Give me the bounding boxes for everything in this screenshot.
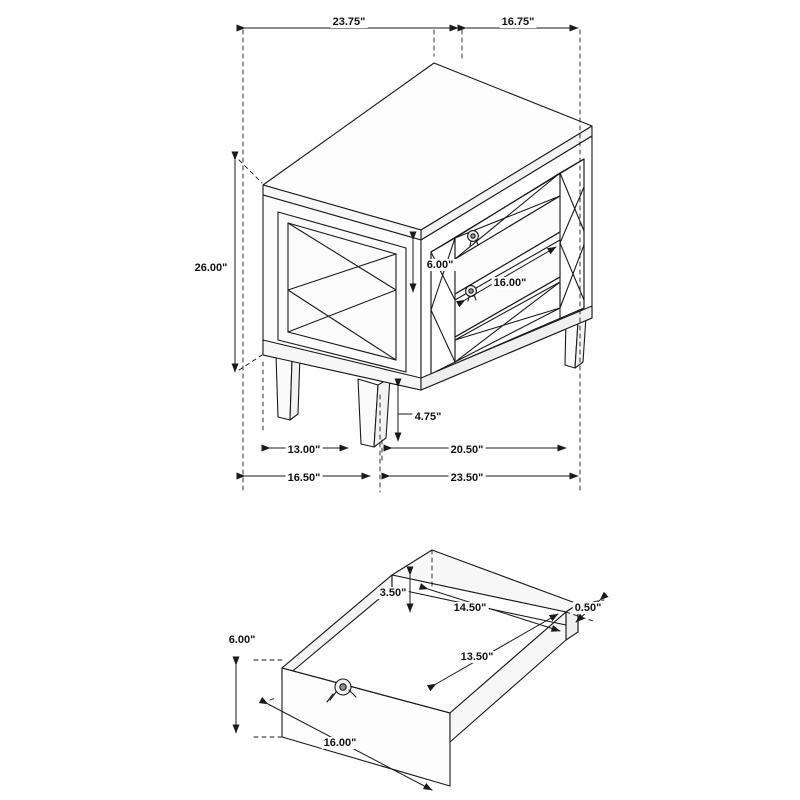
- dimension-label: 4.75": [414, 411, 442, 423]
- drawer-illustration: [282, 550, 578, 786]
- dimension-label: 16.75": [501, 16, 535, 28]
- dimension-label: 6.00": [228, 634, 256, 646]
- dimension-label: 20.50": [450, 444, 484, 456]
- dimension-label: 26.00": [194, 262, 228, 274]
- dimension-label: 13.50": [460, 651, 494, 663]
- dimension-label: 13.00": [287, 444, 321, 456]
- dimension-label: 16.00": [493, 277, 527, 289]
- dimension-label: 16.50": [287, 472, 321, 484]
- dimension-label: 6.00": [426, 259, 454, 271]
- dimension-label: 0.50": [574, 602, 602, 614]
- dimension-label: 16.00": [323, 737, 357, 749]
- dimension-label: 3.50": [379, 587, 407, 599]
- dimension-label: 23.50": [450, 472, 484, 484]
- dimension-label: 23.75": [332, 16, 366, 28]
- dimension-label: 14.50": [453, 602, 487, 614]
